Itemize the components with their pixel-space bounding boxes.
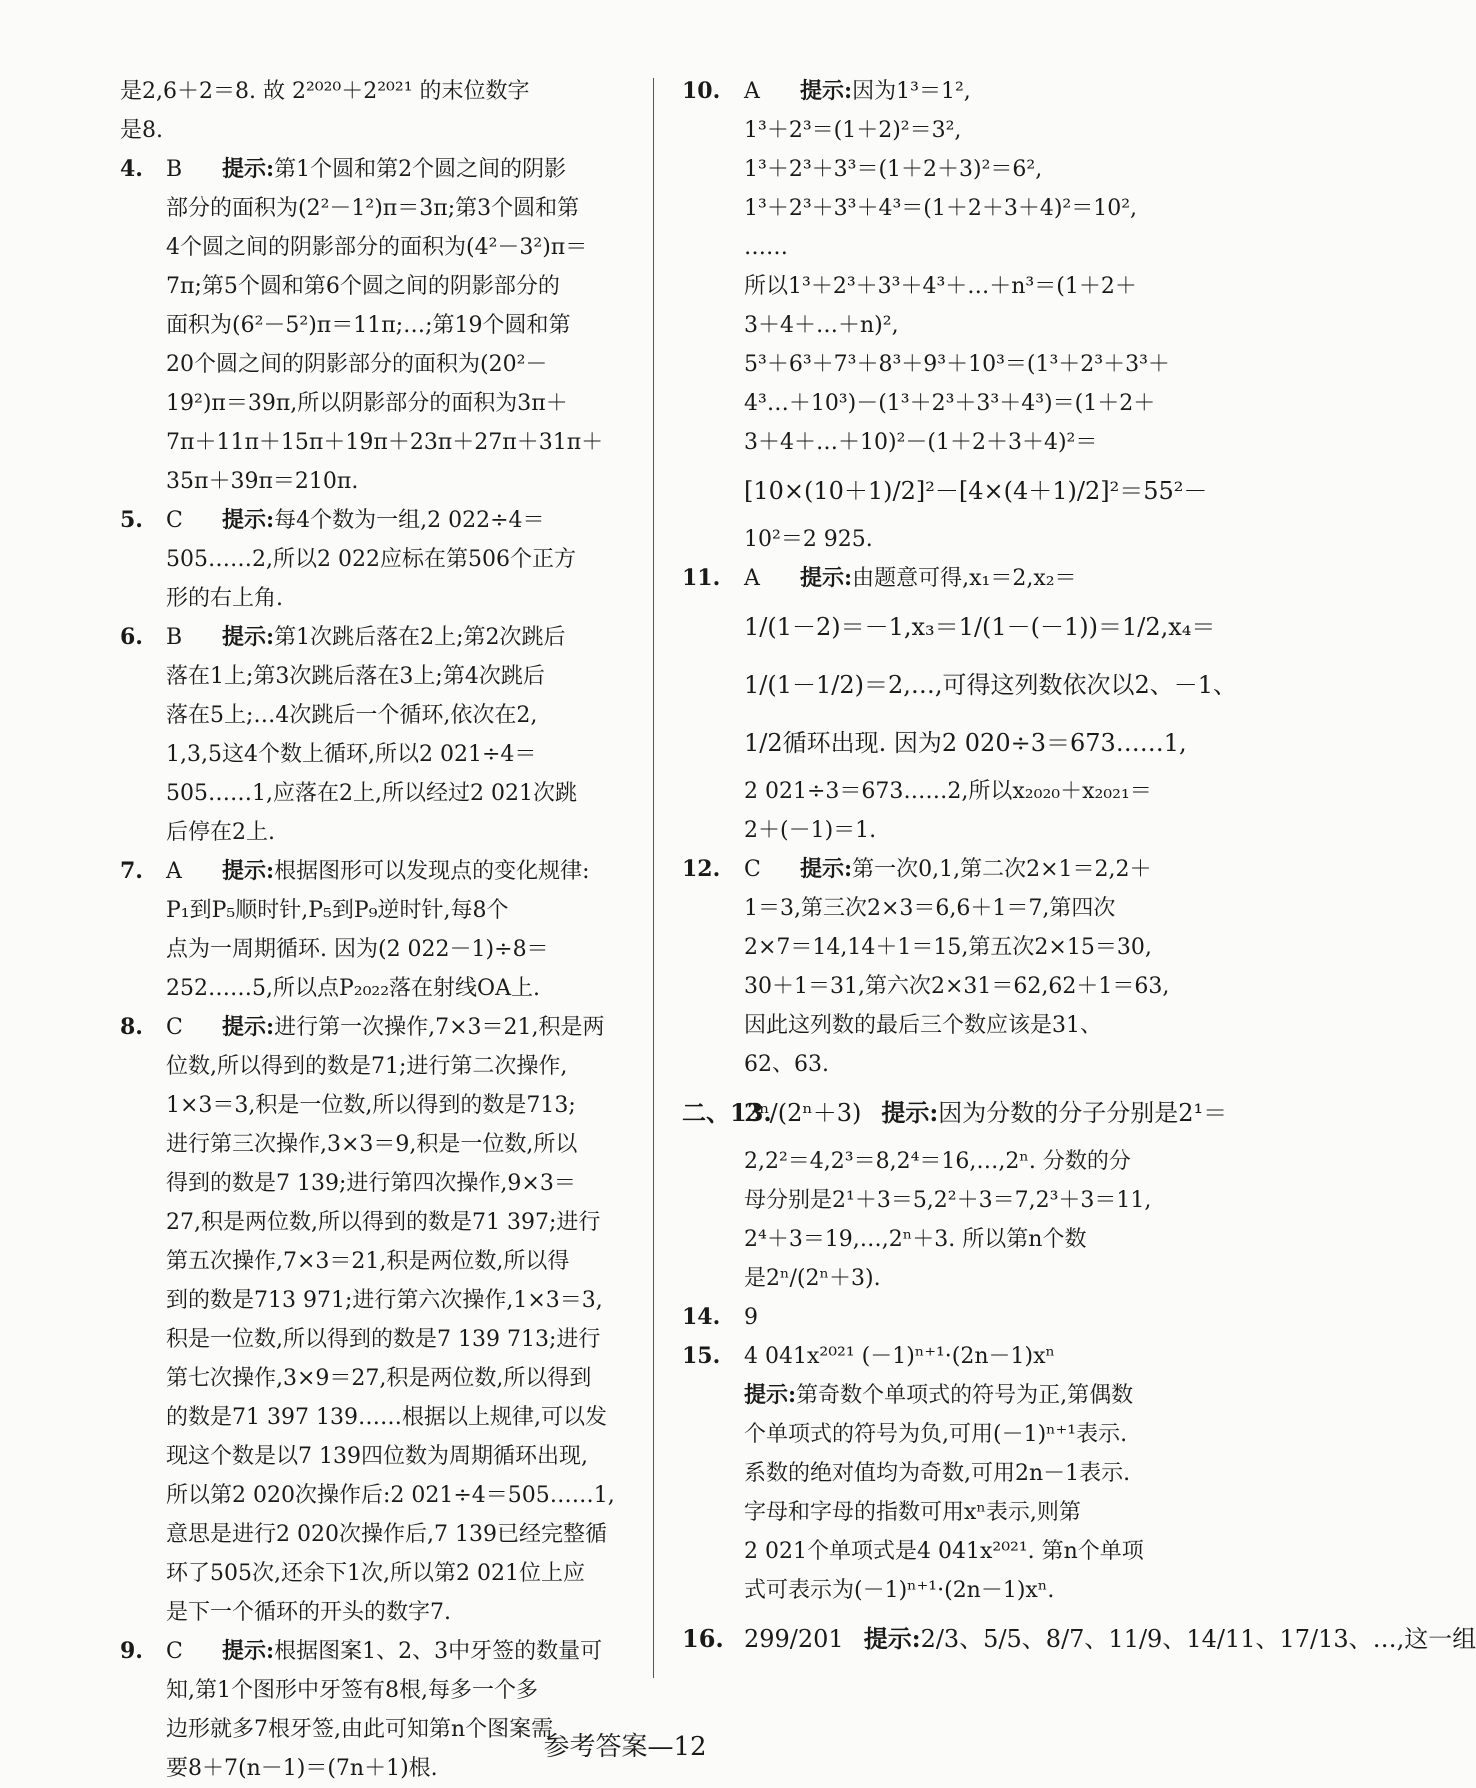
text-line: 7π;第5个圆和第6个圆之间的阴影部分的	[166, 274, 560, 299]
text-line: 30＋1＝31,第六次2×31＝62,62＋1＝63,	[744, 974, 1170, 999]
text-line: 点为一周期循环. 因为(2 022－1)÷8＝	[166, 937, 549, 962]
text-line: 所以第2 020次操作后:2 021÷4＝505……1,	[166, 1483, 615, 1508]
question-number: 12.	[682, 856, 721, 882]
text-line: 7. A 提示:根据图形可以发现点的变化规律:	[120, 852, 626, 891]
answer-choice: 9	[744, 1305, 758, 1330]
hint-label: 提示:	[222, 624, 275, 650]
question-number: 6.	[120, 624, 143, 650]
text-line: 面积为(6²－5²)π＝11π;…;第19个圆和第	[166, 313, 571, 338]
text-line: 1＝3,第三次2×3＝6,6＋1＝7,第四次	[744, 896, 1116, 921]
question-number: 15.	[682, 1343, 721, 1369]
text-line: 252……5,所以点P₂₀₂₂落在射线OA上.	[166, 976, 540, 1001]
text-line: 所以1³＋2³＋3³＋4³＋…＋n³＝(1＋2＋	[744, 274, 1137, 299]
question-number: 11.	[682, 565, 721, 591]
answer-choice: B	[166, 157, 183, 182]
text-line: 11. A 提示:由题意可得,x₁＝2,x₂＝	[682, 559, 1170, 598]
answer-choice: C	[166, 508, 183, 533]
text-line: 母分别是2¹＋3＝5,2²＋3＝7,2³＋3＝11,	[744, 1188, 1152, 1213]
hint-label: 提示:	[800, 565, 853, 591]
text-line: [10×(10＋1)/2]²－[4×(4＋1)/2]²＝55²－	[744, 477, 1208, 505]
text-line: 的数是71 397 139……根据以上规律,可以发	[166, 1405, 607, 1430]
text-line: 2,2²＝4,2³＝8,2⁴＝16,…,2ⁿ. 分数的分	[744, 1149, 1131, 1174]
question-number: 9.	[120, 1638, 143, 1664]
left-column	[120, 72, 626, 1788]
hint-label: 提示:	[222, 1638, 275, 1664]
answer-choice: A	[744, 566, 760, 591]
question-number: 14.	[682, 1304, 721, 1330]
text-line: 7π＋11π＋15π＋19π＋23π＋27π＋31π＋	[166, 430, 604, 455]
text-line: 1×3＝3,积是一位数,所以得到的数是713;	[166, 1093, 576, 1118]
text-line: 12. C 提示:第一次0,1,第二次2×1＝2,2＋	[682, 850, 1170, 889]
text-line: 1³＋2³＋3³＋4³＝(1＋2＋3＋4)²＝10²,	[744, 196, 1138, 221]
text-line: 落在1上;第3次跳后落在3上;第4次跳后	[166, 664, 545, 689]
question-number: 5.	[120, 507, 143, 533]
text-line	[682, 1337, 1170, 1376]
text-line: 35π＋39π＝210π.	[166, 469, 359, 494]
answer-choice: 299/201	[744, 1625, 844, 1653]
hint-label: 提示:	[222, 507, 275, 533]
text-line	[682, 1298, 1170, 1337]
question-number: 16.	[682, 1624, 724, 1653]
hint-label: 提示:	[800, 856, 853, 882]
text-line: 20个圆之间的阴影部分的面积为(20²－	[166, 352, 548, 377]
text-line: 3＋4＋…＋n)²,	[744, 313, 899, 338]
text-line: 4. B 提示:第1个圆和第2个圆之间的阴影	[120, 150, 626, 189]
text-line: 到的数是713 971;进行第六次操作,1×3＝3,	[166, 1288, 603, 1313]
text-line: 意思是进行2 020次操作后,7 139已经完整循	[166, 1522, 607, 1547]
text-line: 1/(1－1/2)＝2,…,可得这列数依次以2、－1、	[744, 671, 1238, 699]
text-line: 进行第三次操作,3×3＝9,积是一位数,所以	[166, 1132, 578, 1157]
text-line: 5. C 提示:每4个数为一组,2 022÷4＝	[120, 501, 626, 540]
text-line: 第五次操作,7×3＝21,积是两位数,所以得	[166, 1249, 570, 1274]
answer-choice: A	[166, 859, 182, 884]
text-line: 505……2,所以2 022应标在第506个正方	[166, 547, 576, 572]
hint-label: 提示:	[222, 858, 275, 884]
text-line: 系数的绝对值均为奇数,可用2n－1表示.	[744, 1461, 1131, 1486]
text-line: 4个圆之间的阴影部分的面积为(4²－3²)π＝	[166, 235, 588, 260]
column-divider	[653, 78, 654, 1678]
text-line: 2＋(－1)＝1.	[744, 818, 877, 843]
text-line: P₁到P₅顺时针,P₅到P₉逆时针,每8个	[166, 898, 509, 923]
hint-label: 提示:	[881, 1098, 939, 1127]
text-line: 落在5上;…4次跳后一个循环,依次在2,	[166, 703, 538, 728]
right-column	[682, 72, 1476, 1668]
text-line: 27,积是两位数,所以得到的数是71 397;进行	[166, 1210, 601, 1235]
text-line: 是2,6＋2＝8. 故 2²⁰²⁰＋2²⁰²¹ 的末位数字	[120, 79, 530, 104]
text-line: 积是一位数,所以得到的数是7 139 713;进行	[166, 1327, 601, 1352]
hint-label: 提示:	[744, 1382, 797, 1408]
text-line: 3＋4＋…＋10)²－(1＋2＋3＋4)²＝	[744, 430, 1098, 455]
text-line: 环了505次,还余下1次,所以第2 021位上应	[166, 1561, 585, 1586]
text-line: 知,第1个图形中牙签有8根,每多一个多	[166, 1678, 538, 1703]
answer-choice: C	[166, 1639, 183, 1664]
text-line: 62、63.	[744, 1052, 829, 1077]
text-line: 5³＋6³＋7³＋8³＋9³＋10³＝(1³＋2³＋3³＋	[744, 352, 1170, 377]
answer-choice: 4 041x²⁰²¹ (－1)ⁿ⁺¹·(2n－1)xⁿ	[744, 1344, 1056, 1369]
text-line: 式可表示为(－1)ⁿ⁺¹·(2n－1)xⁿ.	[744, 1578, 1055, 1603]
text-line: 4³…＋10³)－(1³＋2³＋3³＋4³)＝(1＋2＋	[744, 391, 1156, 416]
text-line: 8. C 提示:进行第一次操作,7×3＝21,积是两	[120, 1008, 626, 1047]
answer-choice: 2ⁿ/(2ⁿ＋3)	[744, 1099, 862, 1127]
text-line: 是下一个循环的开头的数字7.	[166, 1600, 451, 1625]
text-line: 二、13.2ⁿ/(2ⁿ＋3) 提示:因为分数的分子分别是2¹＝	[682, 1084, 1170, 1142]
text-line: 10²＝2 925.	[744, 527, 873, 552]
question-number: 10.	[682, 78, 721, 104]
text-line: 现这个数是以7 139四位数为周期循环出现,	[166, 1444, 588, 1469]
question-number: 二、13.	[682, 1098, 772, 1127]
text-line: 位数,所以得到的数是71;进行第二次操作,	[166, 1054, 568, 1079]
text-line: 得到的数是7 139;进行第四次操作,9×3＝	[166, 1171, 576, 1196]
text-line: 1³＋2³＝(1＋2)²＝3²,	[744, 118, 962, 143]
answer-choice: A	[744, 79, 760, 104]
text-line: 形的右上角.	[166, 586, 283, 611]
text-line: 因此这列数的最后三个数应该是31、	[744, 1013, 1102, 1038]
answer-choice: C	[166, 1015, 183, 1040]
hint-label: 提示:	[222, 156, 275, 182]
text-line: 2 021个单项式是4 041x²⁰²¹. 第n个单项	[744, 1539, 1144, 1564]
text-line: 提示:第奇数个单项式的符号为正,第偶数	[744, 1382, 1134, 1408]
text-line: 16. 299/201 提示:2/3、5/5、8/7、11/9、14/11、17/13、…,这一组	[682, 1610, 1170, 1668]
text-line: 2×7＝14,14＋1＝15,第五次2×15＝30,	[744, 935, 1152, 960]
text-line: 是8.	[120, 118, 163, 143]
text-line: 10. A 提示:因为1³＝1²,	[682, 72, 1170, 111]
text-line: 505……1,应落在2上,所以经过2 021次跳	[166, 781, 577, 806]
question-number: 8.	[120, 1014, 143, 1040]
hint-label: 提示:	[863, 1624, 921, 1653]
text-line: 19²)π＝39π,所以阴影部分的面积为3π＋	[166, 391, 568, 416]
text-line: 要8＋7(n－1)＝(7n＋1)根.	[166, 1756, 438, 1781]
text-line: 是2ⁿ/(2ⁿ＋3).	[744, 1266, 881, 1291]
text-line: 字母和字母的指数可用xⁿ表示,则第	[744, 1500, 1081, 1525]
text-line: 个单项式的符号为负,可用(－1)ⁿ⁺¹表示.	[744, 1422, 1128, 1447]
answer-choice: C	[744, 857, 761, 882]
answer-choice: B	[166, 625, 183, 650]
text-line: 2 021÷3＝673……2,所以x₂₀₂₀＋x₂₀₂₁＝	[744, 779, 1152, 804]
text-line: ……	[744, 235, 788, 260]
text-line: 部分的面积为(2²－1²)π＝3π;第3个圆和第	[166, 196, 580, 221]
hint-label: 提示:	[800, 78, 853, 104]
text-line: 1/2循环出现. 因为2 020÷3＝673……1,	[744, 729, 1187, 757]
text-line: 2⁴＋3＝19,…,2ⁿ＋3. 所以第n个数	[744, 1227, 1087, 1252]
hint-label: 提示:	[222, 1014, 275, 1040]
text-line: 1³＋2³＋3³＝(1＋2＋3)²＝6²,	[744, 157, 1043, 182]
text-line: 1/(1－2)＝－1,x₃＝1/(1－(－1))＝1/2,x₄＝	[744, 613, 1216, 641]
text-line: 1,3,5这4个数上循环,所以2 021÷4＝	[166, 742, 537, 767]
text-line: 后停在2上.	[166, 820, 275, 845]
question-number: 4.	[120, 156, 143, 182]
text-line: 6. B 提示:第1次跳后落在2上;第2次跳后	[120, 618, 626, 657]
text-line: 第七次操作,3×9＝27,积是两位数,所以得到	[166, 1366, 592, 1391]
text-line: 9. C 提示:根据图案1、2、3中牙签的数量可	[120, 1632, 626, 1671]
page-footer: 参考答案—12	[543, 1732, 707, 1762]
text-line: 边形就多7根牙签,由此可知第n个图案需	[166, 1717, 554, 1742]
question-number: 7.	[120, 858, 143, 884]
